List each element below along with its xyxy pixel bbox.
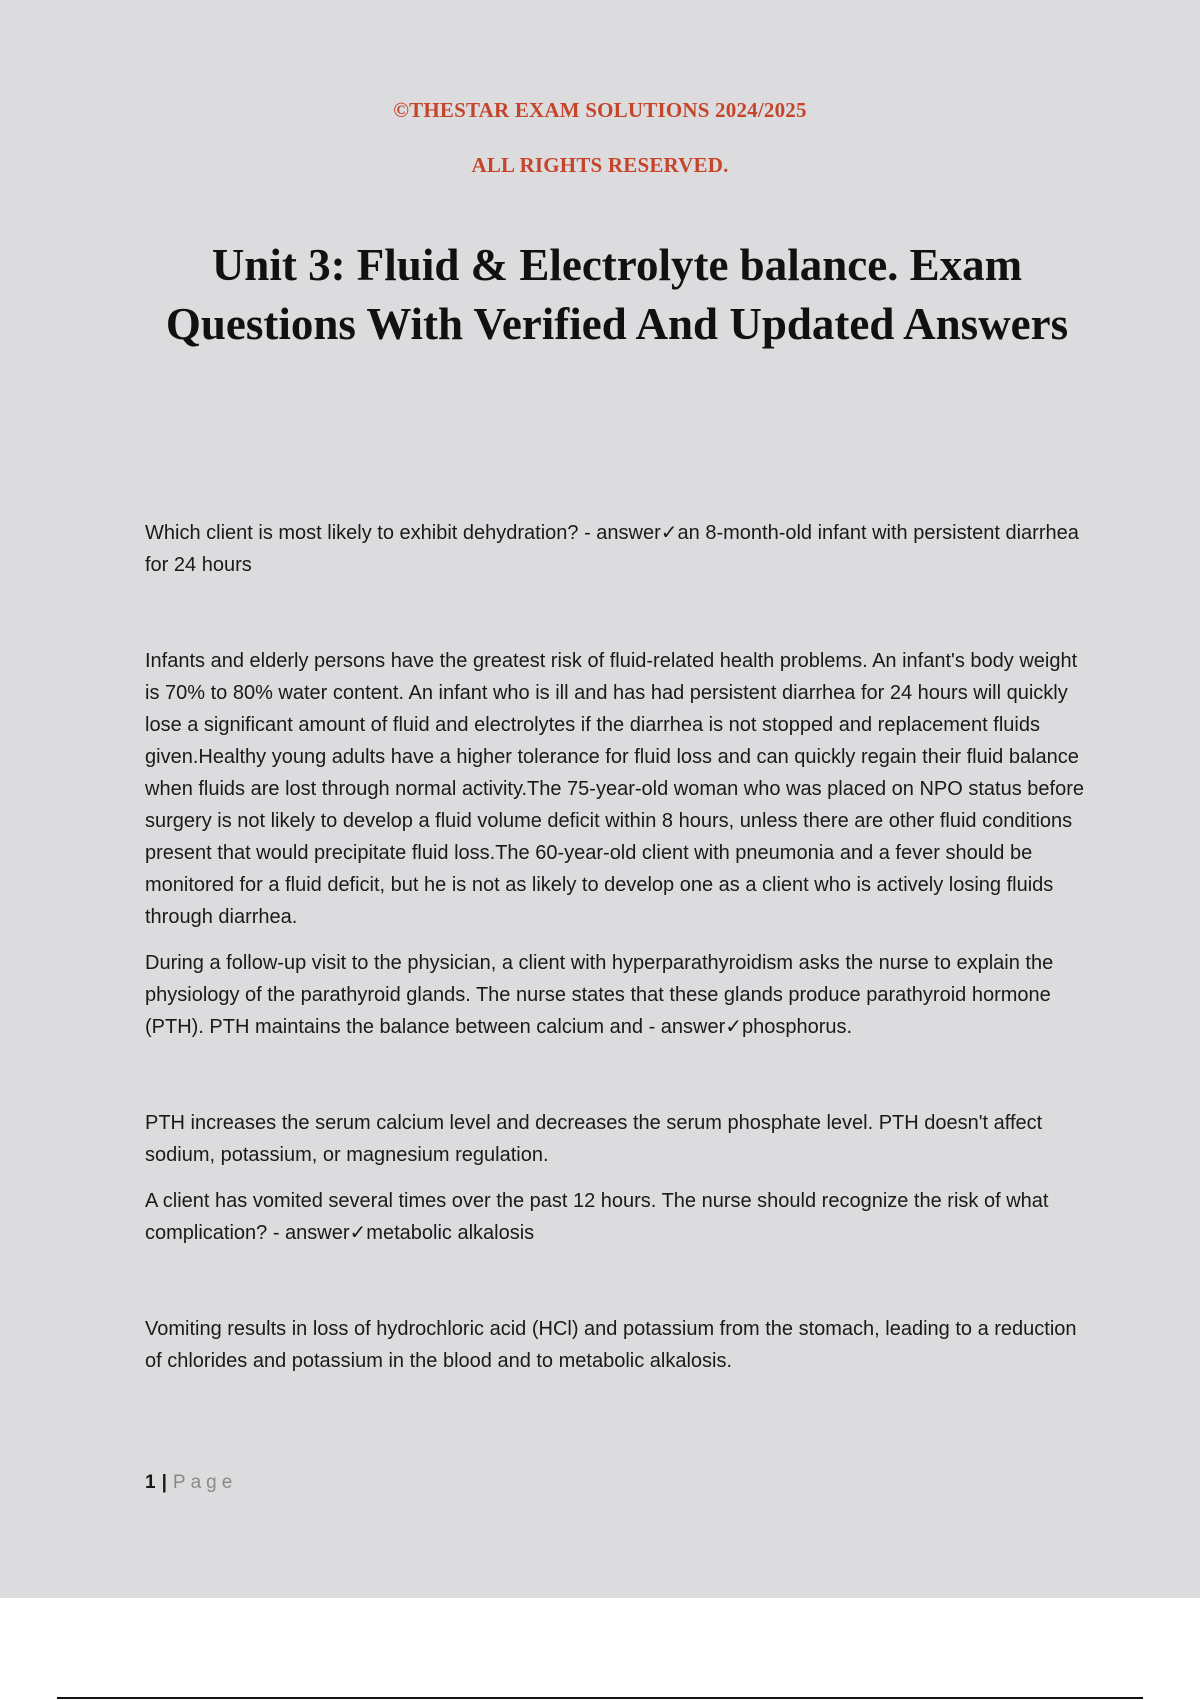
- bottom-rule: [57, 1697, 1143, 1699]
- question-3: A client has vomited several times over the past 12 hours. The nurse should recognize the risk of what complication? - answer✓metabolic alkalosis: [145, 1190, 1049, 1244]
- rationale-3: Vomiting results in loss of hydrochloric acid (HCl) and potassium from the stomach, leading to a reduction of chlorides and potassium in the blood and to metabolic alkalosis.: [145, 1318, 1077, 1372]
- question-1: Which client is most likely to exhibit dehydration? - answer✓an 8-month-old infant with persistent diarrhea for 24 hours: [145, 522, 1079, 576]
- rationale-1: Infants and elderly persons have the greatest risk of fluid-related health problems. An infant's body weight is 70% to 80% water content. An infant who is ill and has had persistent diarrhea for 24 hours will quickly lose a significant amount of fluid and electrolytes if the diarrhea is not stopped and replacement fluids given.Healthy young adults have a higher tolerance for fluid loss and can quickly regain their fluid balance when fluids are lost through normal activity.The 75-year-old woman who was placed on NPO status before surgery is not likely to develop a fluid volume deficit within 8 hours, unless there are other fluid conditions present that would precipitate fluid loss.The 60-year-old client with pneumonia and a fever should be monitored for a fluid deficit, but he is not as likely to develop one as a client who is actively losing fluids through diarrhea.: [145, 650, 1084, 928]
- rationale-2: PTH increases the serum calcium level and decreases the serum phosphate level. PTH doesn't affect sodium, potassium, or magnesium regulation.: [145, 1112, 1043, 1166]
- document-title: Unit 3: Fluid & Electrolyte balance. Exam Questions With Verified And Updated Answers: [165, 240, 1069, 349]
- document-body: [145, 517, 1095, 1377]
- page-label: Page: [172, 1472, 238, 1493]
- rights-header: ALL RIGHTS RESERVED.: [471, 153, 729, 177]
- copyright-header: ©THESTAR EXAM SOLUTIONS 2024/2025: [393, 98, 807, 122]
- question-2: During a follow-up visit to the physician, a client with hyperparathyroidism asks the nurse to explain the physiology of the parathyroid glands. The nurse states that these glands produce parathyroid hormone (PTH). PTH maintains the balance between calcium and - answer✓phosphorus.: [145, 952, 1054, 1038]
- page-number: 1: [145, 1472, 156, 1493]
- page-footer: [145, 1472, 237, 1494]
- footer-separator: |: [161, 1472, 167, 1493]
